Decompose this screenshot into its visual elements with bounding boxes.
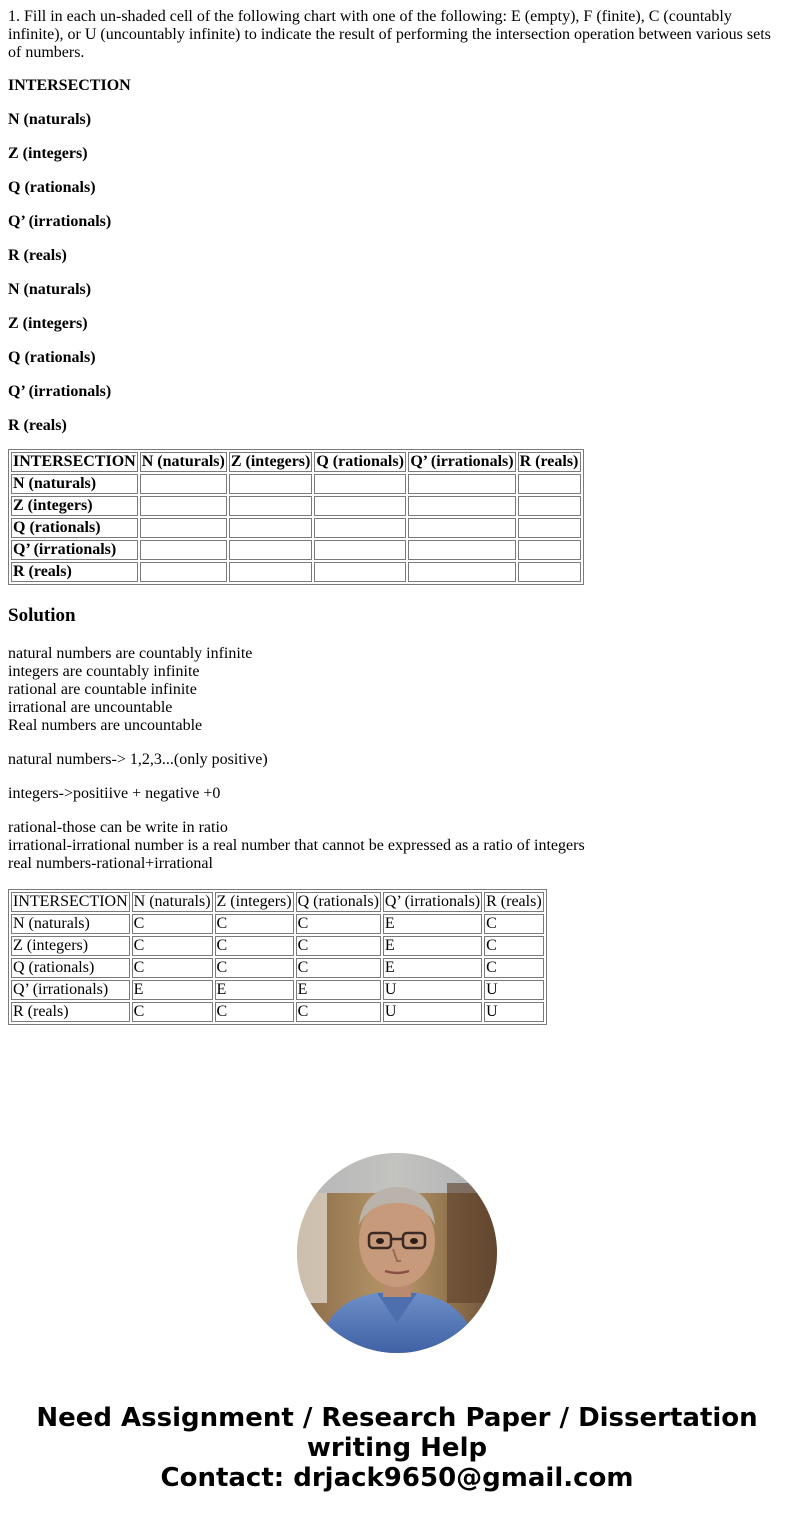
answer-cell: U	[484, 1002, 544, 1022]
answer-cell: C	[484, 958, 544, 978]
header-cell: N (naturals)	[141, 453, 225, 470]
header-cell: Q (rationals)	[314, 452, 406, 472]
row-label: N (naturals)	[11, 914, 130, 934]
question-table	[8, 449, 584, 585]
answer-cell: E	[383, 914, 482, 934]
avatar	[297, 1153, 497, 1353]
header-cell: Z (integers)	[230, 453, 311, 470]
footer-line-2: writing Help	[306, 1433, 488, 1463]
solution-line: natural numbers are countably infinite	[8, 645, 253, 662]
blank-cell	[408, 474, 515, 494]
header-cell: INTERSECTION	[13, 893, 128, 910]
para-rational: rational-those can be write in ratio	[8, 819, 228, 836]
answer-cell: E	[383, 936, 482, 956]
solution-line: integers are countably infinite	[8, 663, 200, 680]
solution-line: Real numbers are uncountable	[8, 717, 203, 734]
blank-cell	[229, 562, 313, 582]
answer-cell: C	[484, 914, 544, 934]
solution-heading: Solution	[8, 605, 76, 626]
row-label: Q (rationals)	[11, 518, 138, 538]
blank-cell	[140, 474, 227, 494]
label-rationals: Q (rationals)	[8, 179, 96, 196]
table-row	[11, 936, 544, 956]
avatar-portrait	[297, 1153, 497, 1353]
blank-cell	[518, 496, 581, 516]
para-real: real numbers-rational+irrational	[8, 855, 213, 872]
answer-cell: C	[132, 914, 213, 934]
footer-line-1: Need Assignment / Research Paper / Dissertation	[36, 1403, 758, 1433]
answer-cell: C	[215, 958, 294, 978]
table-row	[11, 474, 581, 494]
row-label: R (reals)	[11, 562, 138, 582]
label-integers: Z (integers)	[8, 145, 88, 162]
table-row	[11, 958, 544, 978]
answer-cell: C	[215, 1002, 294, 1022]
blank-cell	[229, 518, 313, 538]
blank-cell	[518, 540, 581, 560]
question-text: 1. Fill in each un-shaded cell of the following chart with one of the following: E (empty), F (finite), C (countably infinite), or U (uncountably infinite) to indicate the result of performing the intersection operation between various sets of numbers.	[8, 8, 771, 61]
answer-cell: U	[484, 980, 544, 1000]
row-label: N (naturals)	[11, 474, 138, 494]
label-intersection: INTERSECTION	[8, 77, 131, 94]
blank-cell	[518, 562, 581, 582]
table-row	[11, 1002, 544, 1022]
table-row	[11, 540, 581, 560]
table-row	[11, 914, 544, 934]
row-label: Q’ (irrationals)	[11, 980, 130, 1000]
row-label: Z (integers)	[11, 496, 138, 516]
label-rationals-2: Q (rationals)	[8, 349, 96, 366]
answer-cell: C	[296, 958, 381, 978]
blank-cell	[408, 496, 515, 516]
header-cell: Z (integers)	[216, 893, 292, 910]
answer-table	[8, 889, 547, 1025]
solution-summary	[8, 645, 786, 735]
para-rational-defs	[8, 819, 786, 873]
blank-cell	[314, 474, 406, 494]
label-naturals: N (naturals)	[8, 111, 92, 128]
label-naturals-2: N (naturals)	[8, 281, 92, 298]
answer-cell: C	[215, 936, 294, 956]
header-cell: R (reals)	[484, 892, 544, 912]
answer-table-header	[11, 892, 544, 912]
blank-cell	[314, 540, 406, 560]
footer	[0, 1403, 794, 1493]
header-cell: Q’ (irrationals)	[384, 893, 481, 910]
label-irrationals-2: Q’ (irrationals)	[8, 383, 112, 400]
table-row	[11, 518, 581, 538]
table-row	[11, 562, 581, 582]
row-label: Q (rationals)	[11, 958, 130, 978]
answer-cell: C	[132, 936, 213, 956]
answer-cell: U	[383, 1002, 482, 1022]
answer-cell: C	[132, 958, 213, 978]
label-reals: R (reals)	[8, 247, 67, 264]
row-label: R (reals)	[11, 1002, 130, 1022]
header-cell: R (reals)	[518, 452, 581, 472]
answer-cell: E	[132, 980, 213, 1000]
answer-cell: U	[383, 980, 482, 1000]
blank-cell	[140, 562, 227, 582]
header-cell: Q’ (irrationals)	[410, 453, 514, 470]
blank-cell	[518, 474, 581, 494]
question-table-header	[11, 452, 581, 472]
blank-cell	[229, 474, 313, 494]
answer-cell: E	[215, 980, 294, 1000]
solution-line: irrational are uncountable	[8, 699, 173, 716]
header-cell: Q (rationals)	[297, 893, 379, 910]
answer-cell: C	[484, 936, 544, 956]
answer-cell: C	[296, 936, 381, 956]
answer-cell: C	[296, 914, 381, 934]
blank-cell	[229, 496, 313, 516]
para-naturals: natural numbers-> 1,2,3...(only positive)	[8, 751, 268, 768]
header-cell: N (naturals)	[133, 893, 211, 910]
blank-cell	[408, 540, 515, 560]
blank-cell	[314, 496, 406, 516]
header-cell: INTERSECTION	[13, 453, 136, 470]
blank-cell	[314, 562, 406, 582]
blank-cell	[408, 518, 515, 538]
blank-cell	[314, 518, 406, 538]
blank-cell	[229, 540, 313, 560]
row-label: Q’ (irrationals)	[11, 540, 138, 560]
blank-cell	[140, 518, 227, 538]
row-label: Z (integers)	[11, 936, 130, 956]
answer-cell: E	[296, 980, 381, 1000]
answer-cell: C	[215, 914, 294, 934]
table-row	[11, 496, 581, 516]
label-reals-2: R (reals)	[8, 417, 67, 434]
para-irrational: irrational-irrational number is a real number that cannot be expressed as a ratio of integers	[8, 837, 585, 854]
answer-cell: E	[383, 958, 482, 978]
para-integers: integers->positiive + negative +0	[8, 785, 221, 802]
answer-cell: C	[296, 1002, 381, 1022]
label-irrationals: Q’ (irrationals)	[8, 213, 112, 230]
solution-line: rational are countable infinite	[8, 681, 197, 698]
table-row	[11, 980, 544, 1000]
blank-cell	[408, 562, 515, 582]
blank-cell	[140, 540, 227, 560]
answer-cell: C	[132, 1002, 213, 1022]
label-integers-2: Z (integers)	[8, 315, 88, 332]
blank-cell	[518, 518, 581, 538]
footer-contact: Contact: drjack9650@gmail.com	[160, 1463, 634, 1493]
blank-cell	[140, 496, 227, 516]
